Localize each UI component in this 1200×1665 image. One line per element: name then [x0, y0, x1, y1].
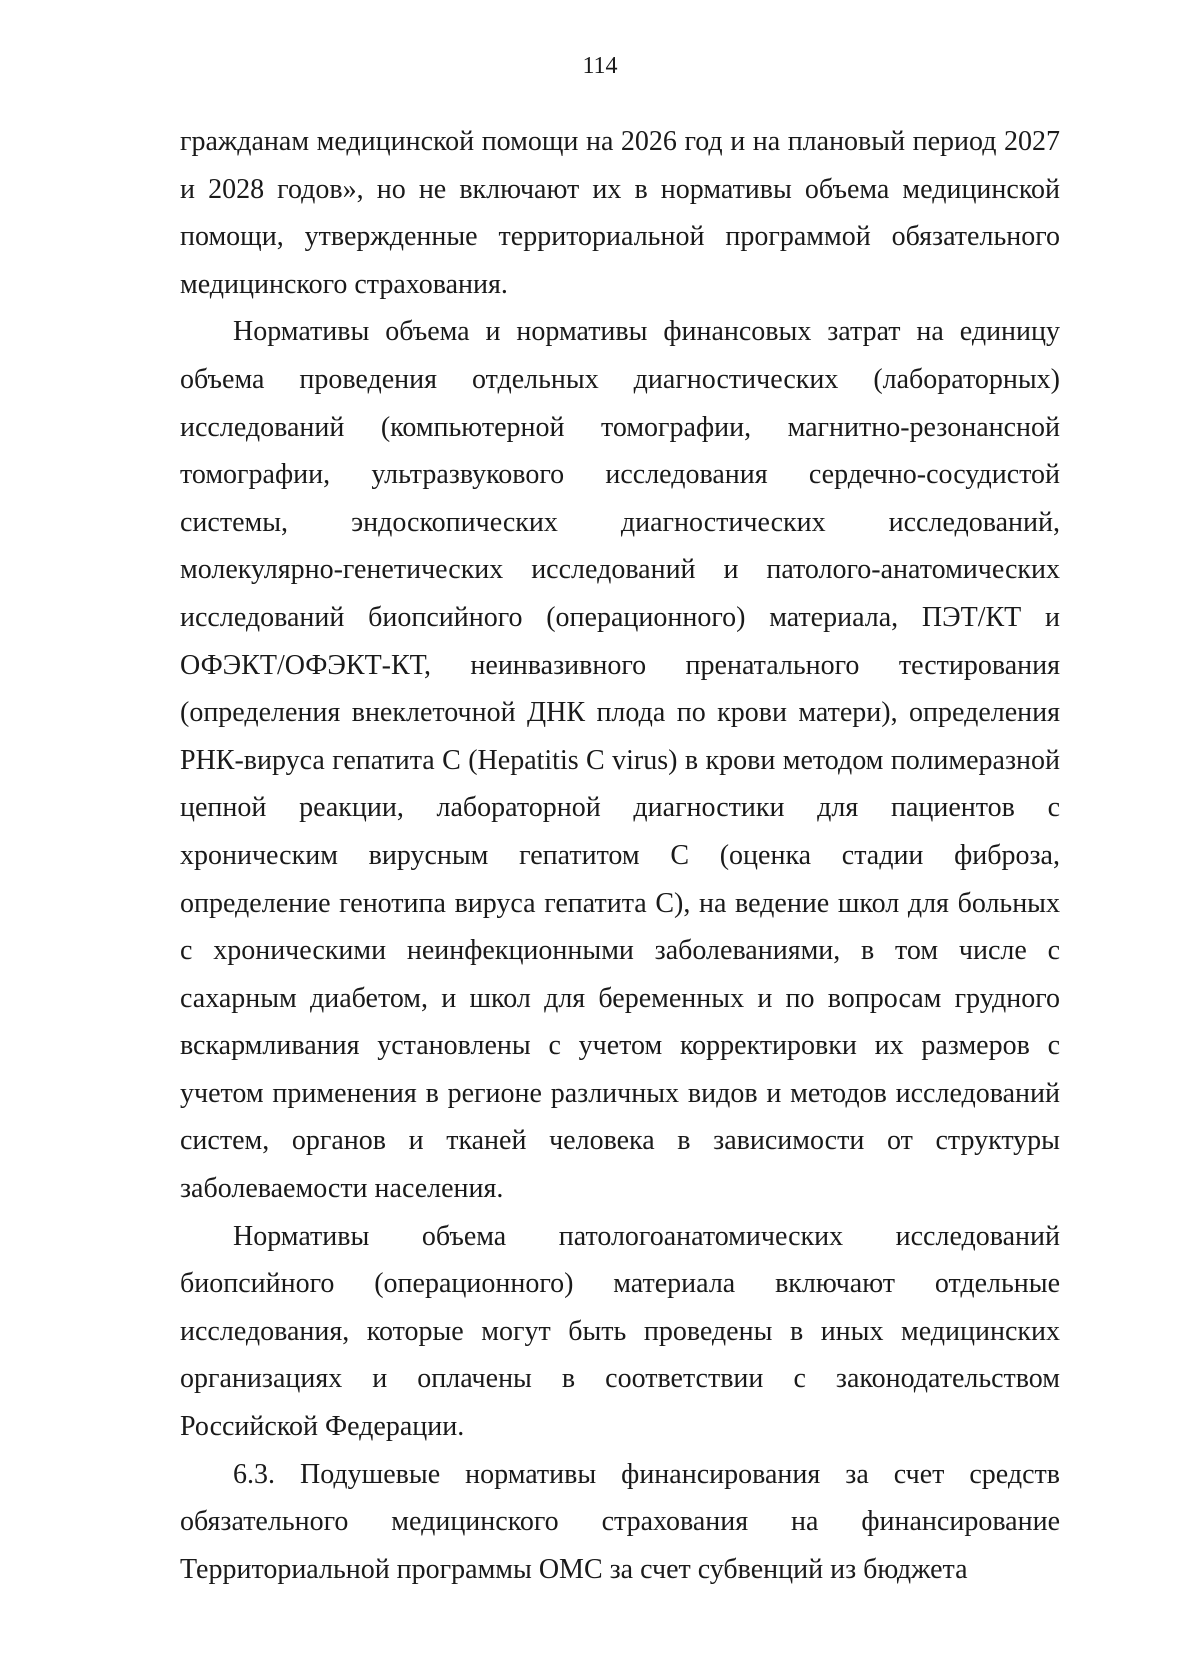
paragraph-pathology-norms: Нормативы объема патологоанатомических исследований биопсийного (операционного) материала включают отдельные исследования, которые могут быть проведены в иных медицинских организациях и оплачены в соответствии с законодательством Российской Федерации. — [180, 1220, 1060, 1443]
paragraph-continuation: гражданам медицинской помощи на 2026 год и на плановый период 2027 и 2028 годов», но не включают их в нормативы объема медицинской помощи, утвержденные территориальной программой обязательного медицинского страхования. — [180, 126, 1060, 300]
document-body — [180, 118, 1060, 1593]
paragraph-section-6-3: 6.3. Подушевые нормативы финансирования за счет средств обязательного медицинского страхования на финансирование Территориальной программы ОМС за счет субвенций из бюджета — [180, 1458, 1060, 1585]
page-number: 114 — [582, 53, 618, 79]
paragraph-diagnostic-norms: Нормативы объема и нормативы финансовых затрат на единицу объема проведения отдельных диагностических (лабораторных) исследований (компьютерной томографии, магнитно-резонансной томографии, ультразвукового исследования сердечно-сосудистой системы, эндоскопических диагностических исследований, молекулярно-генетических исследований и патолого-анатомических исследований биопсийного (операционного) материала, ПЭТ/КТ и ОФЭКТ/ОФЭКТ-КТ, неинвазивного пренатального тестирования (определения внеклеточной ДНК плода по крови матери), определения РНК-вируса гепатита С (Hepatitis C virus) в крови методом полимеразной цепной реакции, лабораторной диагностики для пациентов с хроническим вирусным гепатитом С (оценка стадии фиброза, определение генотипа вируса гепатита С), на ведение школ для больных с хроническими неинфекционными заболеваниями, в том числе с сахарным диабетом, и школ для беременных и по вопросам грудного вскармливания установлены с учетом корректировки их размеров с учетом применения в регионе различных видов и методов исследований систем, органов и тканей человека в зависимости от структуры заболеваемости населения. — [180, 316, 1060, 1205]
